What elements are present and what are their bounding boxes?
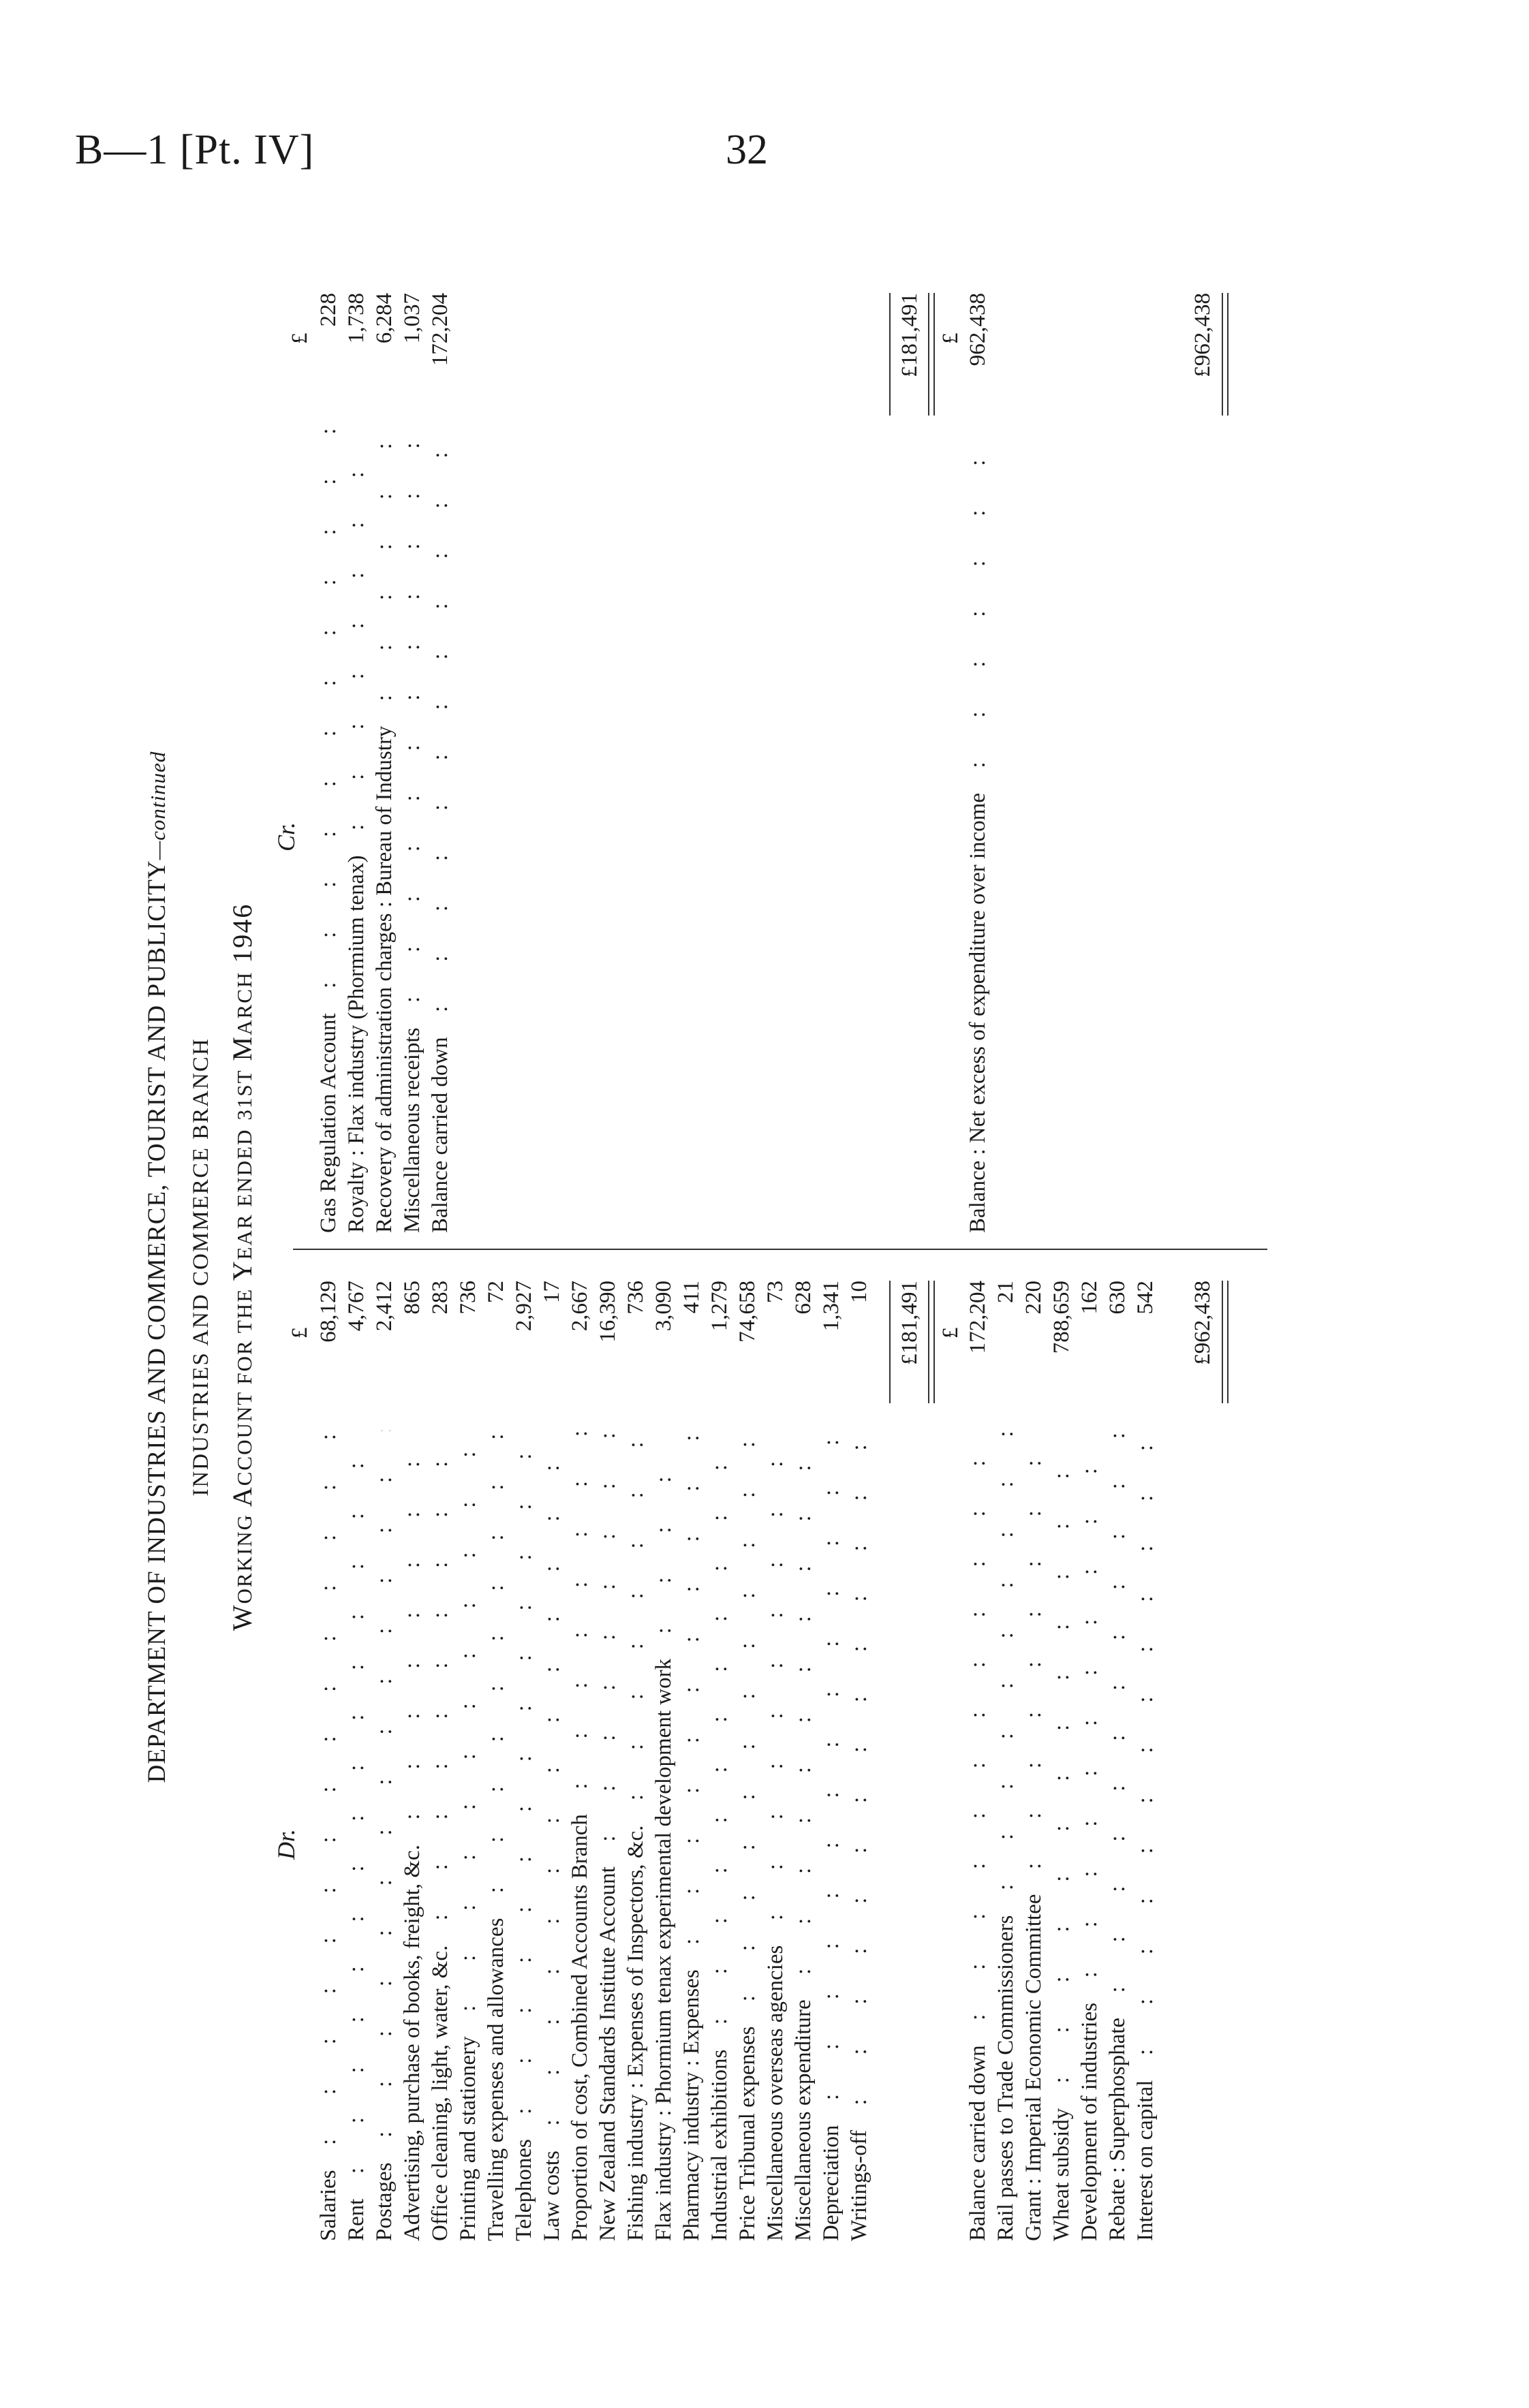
document-id: B—1 [Pt. IV] xyxy=(75,127,315,173)
debit-second-item-amount: 21 xyxy=(993,1281,1018,1303)
credit-second-item-label: Balance : Net excess of expenditure over income : : : : : : : : : : : : : : : : : : : : xyxy=(964,429,992,1233)
debit-second-item-label: Development of industries : : : : : : : : : : : : : : : : : : : : xyxy=(1076,1430,1104,2241)
debit-second-item-label: Rail passes to Trade Commissioners : : : : : : : : : : : : : : : : : : : : xyxy=(992,1430,1020,2241)
title-sc-e: EAR ENDED xyxy=(232,1128,256,1260)
debit-item-label: Proportion of cost, Combined Accounts Branch : : : : : : : : : : : : : : : : : : : : xyxy=(566,1430,594,2241)
debit-item-label: Salaries : : : : : : : : : : : : : : : : : : : : xyxy=(315,1430,343,2241)
debit-item-amount: 2,412 xyxy=(372,1281,397,1332)
account-title xyxy=(228,293,258,2241)
credit-item-amount: 6,284 xyxy=(372,293,397,344)
debit-item-label: Miscellaneous expenditure : : : : : : : : : : : : : : : : : : : : xyxy=(790,1430,818,2241)
credit-pound-sign: £ xyxy=(288,332,312,344)
title-cap-y: Y xyxy=(227,1260,258,1281)
debit-item-amount: 68,129 xyxy=(316,1281,341,1343)
debit-item-label: Depreciation : : : : : : : : : : : : : : : : : : : : xyxy=(818,1430,846,2241)
credit-total: £181,491 xyxy=(897,293,922,377)
page-number: 32 xyxy=(726,127,768,173)
debit-item-amount: 628 xyxy=(791,1281,816,1315)
debit-second-item-label: Interest on capital : : : : : : : : : : : : : : : : : : : : xyxy=(1132,1430,1160,2241)
debit-rule xyxy=(889,1281,891,1403)
debit-item-label: Advertising, purchase of books, freight, &c. : : : : : : : : : : : : : : : : : : : : xyxy=(399,1430,427,2241)
debit-item-amount: 2,927 xyxy=(512,1281,536,1332)
debit-heading: Dr. xyxy=(273,1828,300,1860)
debit-second-item-amount: 162 xyxy=(1077,1281,1102,1315)
working-account-sheet xyxy=(143,198,1472,2241)
debit-item-amount: 736 xyxy=(623,1281,648,1315)
title-sc-h: ARCH xyxy=(232,971,256,1035)
debit-item-amount: 1,279 xyxy=(707,1281,732,1332)
credit-second-pound-sign: £ xyxy=(938,332,963,344)
department-title-text: DEPARTMENT OF INDUSTRIES AND COMMERCE, TOURIST AND PUBLICITY xyxy=(143,860,171,1783)
debit-item-amount: 17 xyxy=(540,1281,564,1303)
debit-second-item-amount: 788,659 xyxy=(1049,1281,1074,1354)
credit-item-amount: 1,738 xyxy=(344,293,369,344)
debit-item-label: Postages : : : : : : : : : : : : : : : : : : : : xyxy=(371,1430,399,2241)
debit-second-item-amount: 542 xyxy=(1133,1281,1158,1315)
column-divider xyxy=(293,1249,1267,1250)
credit-total-double-rule xyxy=(928,293,935,416)
debit-item-label: Industrial exhibitions : : : : : : : : : : : : : : : : : : : : xyxy=(706,1430,734,2241)
debit-item-amount: 72 xyxy=(484,1281,508,1303)
debit-second-total: £962,438 xyxy=(1190,1281,1215,1365)
debit-pound-sign: £ xyxy=(288,1327,312,1339)
debit-item-amount: 73 xyxy=(763,1281,788,1303)
credit-item-label: Gas Regulation Account : : : : : : : : : : : : : : : : : : : : xyxy=(315,429,343,1233)
title-sc-f: 31ST xyxy=(232,1069,256,1121)
title-sc-a: ORKING xyxy=(232,1513,256,1604)
debit-total: £181,491 xyxy=(897,1281,922,1365)
debit-second-pound-sign: £ xyxy=(938,1327,963,1339)
debit-item-label: Rent : : : : : : : : : : : : : : : : : : : : xyxy=(343,1430,371,2241)
title-cap-m: M xyxy=(227,1035,258,1061)
debit-item-label: Miscellaneous overseas agencies : : : : : : : : : : : : : : : : : : : : xyxy=(762,1430,790,2241)
debit-item-amount: 283 xyxy=(428,1281,452,1315)
debit-item-label: Price Tribunal expenses : : : : : : : : : : : : : : : : : : : : xyxy=(734,1430,762,2241)
debit-item-label: Pharmacy industry : Expenses : : : : : : : : : : : : : : : : : : : : xyxy=(678,1430,706,2241)
debit-second-item-amount: 172,204 xyxy=(966,1281,990,1354)
credit-heading: Cr. xyxy=(273,822,300,851)
debit-item-amount: 2,667 xyxy=(568,1281,592,1332)
debit-second-item-label: Grant : Imperial Economic Committee : : : : : : : : : : : : : : : : : : : : xyxy=(1020,1430,1048,2241)
debit-item-label: Writings-off : : : : : : : : : : : : : : : : : : : : xyxy=(846,1430,874,2241)
debit-second-item-label: Rebate : Superphosphate : : : : : : : : : : : : : : : : : : : : xyxy=(1104,1430,1132,2241)
debit-item-label: Travelling expenses and allowances : : : : : : : : : : : : : : : : : : : : xyxy=(482,1430,510,2241)
credit-side xyxy=(273,286,1472,1233)
title-cap-w: W xyxy=(227,1604,258,1631)
debit-second-item-label: Balance carried down : : : : : : : : : : : : : : : : : : : : xyxy=(964,1430,992,2241)
title-year: 1946 xyxy=(227,903,258,963)
debit-item-amount: 3,090 xyxy=(651,1281,676,1332)
credit-item-label: Royalty : Flax industry (Phormium tenax) : : : : : : : : : : : : : : : : : : : : xyxy=(343,429,371,1233)
title-sc-c: CCOUNT FOR THE xyxy=(232,1287,256,1486)
debit-item-amount: 411 xyxy=(679,1281,704,1314)
debit-second-double-rule xyxy=(1222,1281,1229,1403)
debit-item-label: Fishing industry : Expenses of Inspectors, &c. : : : : : : : : : : : : : : : : : : : : xyxy=(622,1430,650,2241)
credit-rule xyxy=(889,293,891,416)
credit-second-double-rule xyxy=(1222,293,1229,416)
debit-side xyxy=(273,1267,1472,2241)
debit-item-label: Flax industry : Phormium tenax experimental development work : : : : : : : : : : : : : : : : : : : : xyxy=(650,1430,678,2241)
debit-item-label: Printing and stationery : : : : : : : : : : : : : : : : : : : : xyxy=(454,1430,482,2241)
debit-second-item-amount: 220 xyxy=(1021,1281,1046,1315)
credit-item-amount: 1,037 xyxy=(400,293,424,344)
page-header xyxy=(75,126,1454,187)
credit-second-total: £962,438 xyxy=(1190,293,1215,377)
debit-item-amount: 10 xyxy=(847,1281,871,1303)
debit-item-label: Law costs : : : : : : : : : : : : : : : : : : : : xyxy=(538,1430,566,2241)
credit-item-amount: 228 xyxy=(316,293,341,327)
credit-second-item-amount: 962,438 xyxy=(966,293,990,366)
debit-second-item-label: Wheat subsidy : : : : : : : : : : : : : : : : : : : : xyxy=(1048,1430,1076,2241)
debit-item-amount: 74,658 xyxy=(735,1281,760,1343)
debit-item-amount: 736 xyxy=(456,1281,480,1315)
debit-item-label: Office cleaning, light, water, &c. : : : : : : : : : : : : : : : : : : : : xyxy=(427,1430,454,2241)
debit-item-amount: 1,341 xyxy=(819,1281,844,1332)
title-cap-a: A xyxy=(227,1486,258,1507)
credit-item-amount: 172,204 xyxy=(428,293,452,366)
credit-item-label: Balance carried down : : : : : : : : : : : : : : : : : : : : xyxy=(427,429,454,1233)
debit-item-label: Telephones : : : : : : : : : : : : : : : : : : : : xyxy=(510,1430,538,2241)
department-title xyxy=(143,293,172,2241)
credit-item-label: Recovery of administration charges : Bureau of Industry : : : : : : : : : : : : : : : : : : : : xyxy=(371,429,399,1233)
debit-item-amount: 16,390 xyxy=(596,1281,620,1343)
debit-item-amount: 865 xyxy=(400,1281,424,1315)
debit-second-item-amount: 630 xyxy=(1105,1281,1130,1315)
branch-title: INDUSTRIES AND COMMERCE BRANCH xyxy=(189,1037,213,1497)
debit-item-label: New Zealand Standards Institute Account : : : : : : : : : : : : : : : : : : : : xyxy=(594,1430,622,2241)
debit-item-amount: 4,767 xyxy=(344,1281,369,1332)
continued-note: —continued xyxy=(146,751,170,860)
debit-total-double-rule xyxy=(928,1281,935,1403)
credit-item-label: Miscellaneous receipts : : : : : : : : : : : : : : : : : : : : xyxy=(399,429,427,1233)
